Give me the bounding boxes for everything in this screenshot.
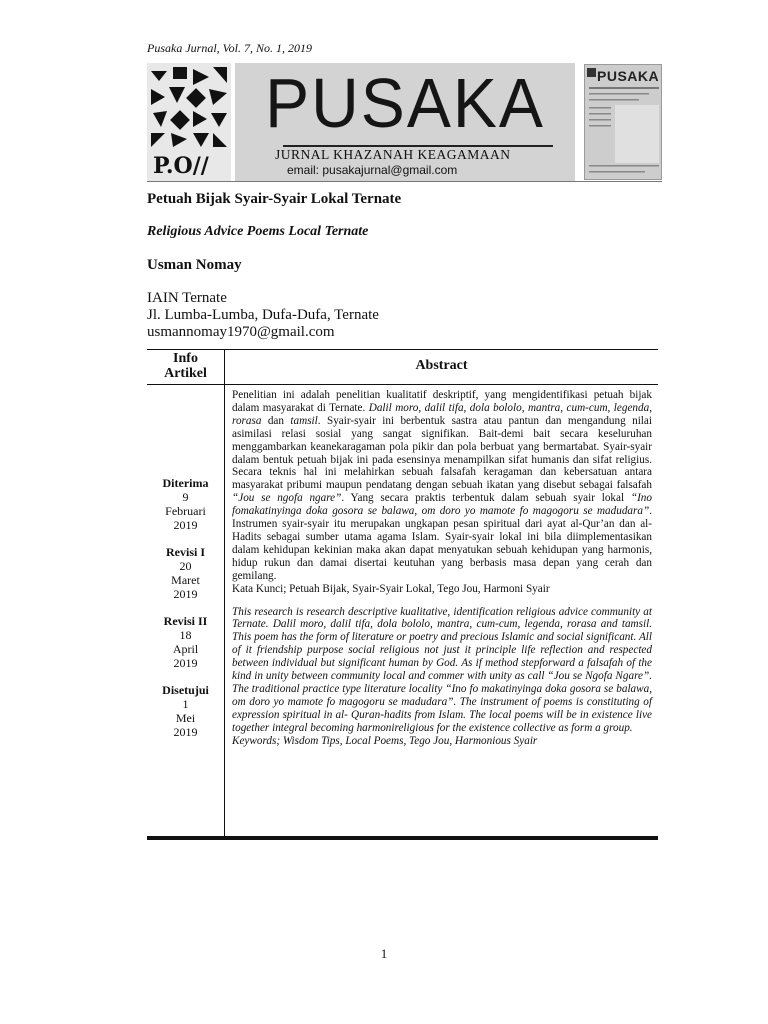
date-year: 2019 — [173, 656, 198, 670]
page-number: 1 — [380, 946, 388, 961]
table-bottom-rule — [147, 836, 658, 840]
abstract-content — [232, 389, 652, 747]
affiliation-address: Jl. Lumba-Lumba, Dufa-Dufa, Ternate — [147, 307, 379, 323]
abstract-id-text: . Yang secara praktis terbentuk dalam sebuah syair lokal — [341, 492, 631, 505]
banner-title: PUSAKA — [265, 64, 545, 142]
abstract-id-italic-terms: Dalil moro, dalil tifa, dola bololo, mantra, cum-cum, legenda, rorasa — [232, 401, 652, 427]
date-year: 2019 — [173, 518, 198, 532]
date-received — [147, 476, 224, 532]
date-label: Diterima — [162, 476, 209, 490]
journal-logo — [147, 63, 231, 181]
paragraph-spacer — [232, 596, 652, 606]
date-label: Revisi II — [163, 614, 208, 628]
article-title-indonesian: Petuah Bijak Syair-Syair Lokal Ternate — [147, 191, 402, 207]
journal-banner — [147, 63, 662, 181]
header-info-line-1: Info — [173, 351, 198, 366]
abstract-indonesian — [232, 389, 652, 583]
date-label: Disetujui — [162, 683, 209, 697]
author-email: usmannomay1970@gmail.com — [147, 324, 335, 340]
article-dates — [147, 476, 224, 752]
date-year: 2019 — [173, 725, 198, 739]
keywords-english: Keywords; Wisdom Tips, Local Poems, Tego Jou, Harmonious Syair — [232, 734, 538, 747]
abstract-id-poem-quote: “Ino fomakatinyinga doka gosora se balawa, om doro yo mamote fo magogoru se madudara” — [232, 492, 652, 518]
date-month: April — [172, 642, 199, 656]
abstract-id-quote: “Jou se ngofa ngare” — [232, 492, 342, 505]
author-name: Usman Nomay — [147, 257, 242, 273]
date-month: Februari — [165, 504, 206, 518]
date-accepted — [147, 683, 224, 739]
date-revision-2 — [147, 614, 224, 670]
date-month: Mei — [175, 711, 196, 725]
abstract-id-italic-term: tamsil — [290, 414, 318, 427]
header-info-line-2: Artikel — [164, 366, 207, 381]
banner-title-panel — [235, 63, 575, 181]
article-title-english: Religious Advice Poems Local Ternate — [147, 224, 369, 239]
date-day: 9 — [182, 490, 189, 504]
author-affiliation — [147, 290, 379, 341]
header-abstract: Abstract — [415, 358, 468, 373]
header-info-artikel — [147, 351, 224, 381]
banner-email: email: pusakajurnal@gmail.com — [287, 163, 458, 177]
abstract-id-text: . Instrumen syair-syair itu merupakan ungkapan pesan spiritual dari ayat al-Qur’an dan al-Hadits sebagai sumber utama agama Islam. Syair-syair lokal ini bila diimplementasikan dalam kehidupan kekinian maka akan dapat menyatukan sebuah kehidupan yang harmonis, hidup rukun dan damai disertai keutuhan yang berbasis masa depan yang cerah dan gemilang. — [232, 505, 652, 582]
date-revision-1 — [147, 545, 224, 601]
date-day: 18 — [179, 628, 192, 642]
keywords-indonesian: Kata Kunci; Petuah Bijak, Syair-Syair Lokal, Tego Jou, Harmoni Syair — [232, 582, 550, 595]
cover-title: PUSAKA — [597, 68, 660, 84]
abstract-english: This research is research descriptive kualitative, identification religious advice community at Ternate. Dalil moro, dalil tifa, dola bololo, mantra, cum-cum, legenda, rorasa and tamsil. This poem has the form of literature or poetry and precious Islamic and social significant. All of it friendship purpose social religious not just it principle life reflection and respected between individual but significant human by God. As if method stepforward a falsafah of the kind in unity between community local and commer with unity as call “Jou se Ngofa Ngare”. The traditional practice type literature locality “Ino fo makatinyinga doka gosora se balawa, om doro yo mamote fo magogoru se madudara”. The instrument of poems is constituting of expression spiritual in al- Quran-hadits from Islam. The local poems will be in existence live together integral becoming harmonireligious for the existence collective as form a group. — [232, 605, 652, 734]
journal-cover-thumbnail — [584, 64, 662, 180]
date-month: Maret — [171, 573, 200, 587]
table-column-divider — [224, 349, 225, 836]
date-label: Revisi I — [166, 545, 205, 559]
banner-subtitle: JURNAL KHAZANAH KEAGAMAAN — [275, 147, 511, 162]
date-year: 2019 — [173, 587, 198, 601]
logo-signature-text: P.O// — [153, 153, 209, 179]
date-day: 1 — [182, 697, 189, 711]
abstract-id-text: . Syair-syair ini berbentuk sastra atau pantun dan mengandung nilai asimilasi relasi sosial yang sangat signifikan. Bait-demi bait secara keseluruhan menggambarkan keanekaragaman pola pikir dan pola berbuat yang bermartabat. Syair-syair dalam bentuk petuah bijak ini pada esensinya menampilkan sifat humanis dan sifat religius. Secara teknis hal ini melahirkan sebuah falsafah keragaman dan kebersatuan antara masyarakat pribumi maupun pendatang dengan sebuah ikatan yang disebut sebagai falsafah — [232, 414, 652, 492]
banner-underline — [147, 181, 662, 182]
abstract-id-text: Penelitian ini adalah penelitian kualitatif deskriptif, yang mengidentifikasi petuah bijak dalam masyarakat di Ternate. — [232, 389, 652, 414]
running-head: Pusaka Jurnal, Vol. 7, No. 1, 2019 — [147, 41, 312, 55]
abstract-id-text: dan — [261, 414, 291, 427]
date-day: 20 — [179, 559, 192, 573]
affiliation-institution: IAIN Ternate — [147, 290, 227, 306]
